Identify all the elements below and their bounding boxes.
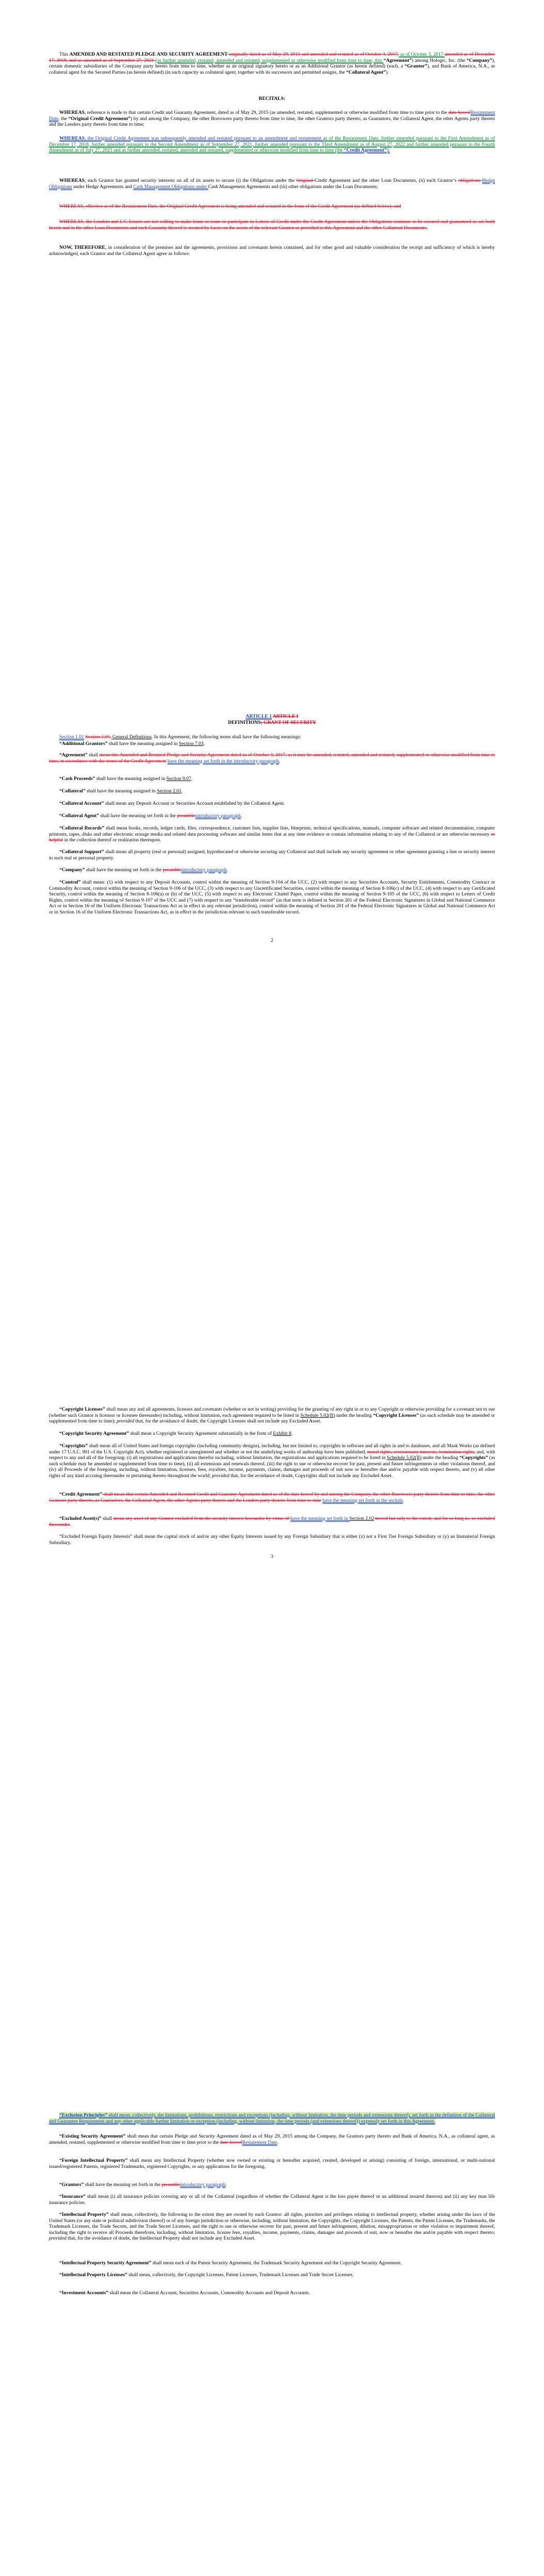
def-copyrights: “Copyrights” shall mean all of United States and foreign copyrights (including community designs), including, but not limited to, copyrights in software and all rights in and to databases, and all Mask Works (as defined under 17 U.S.C. 901 of the U.S. Copyright Act), whether registered or unregistered and whether or not the underlying works of authorship have been published, moral rights, reversionary interests, termination rights, and, with respect to any and all of the foregoing: (i) all registrations and applications therefor including, without limitation, the registrations and applications required to be listed in Schedule 5.02(II) under the heading “Copyrights” (as such schedule may be amended or supplemented from time to time), (ii) all extensions and renewals thereof, (iii) the right to sue or otherwise recover for past, present and future infringements or other violations thereof, and (iv) all Proceeds of the foregoing, including, without limitation, licenses, fees, royalties, income, payments, claims, damages and proceeds of suit now or hereafter due and/or payable with respect thereto, and (v) all other rights of any kind accruing thereunder or pertaining thereto throughout the world; provided that, for the avoidance of doubt, Copyrights shall not include any Excluded Asset.: [49, 1443, 495, 1479]
definitions-heading: DEFINITIONS; GRANT OF SECURITY: [228, 720, 316, 725]
def-cash-proceeds: “Cash Proceeds” shall have the meaning assigned in Section 9.07.: [59, 776, 193, 782]
def-credit-agreement: “Credit Agreement” shall mean that certain Amended and Restated Credit and Guaranty Agreement dated as of the date hereof by and among the Company, the other Borrowers party thereto from time to time, the other Grantors party thereto, as Guarantors, the Collateral Agent, the other Agents party thereto and the Lenders party thereto from time to time have the meaning set forth in the recitals.: [49, 1492, 496, 1503]
intro-paragraph: This AMENDED AND RESTATED PLEDGE AND SECURITY AGREEMENT originally dated as of May 29, 2015 and amended and restated as of October 3, 2017, as of October 3, 2017 amended as of December 17, 2018, and as amended as of September 27, 2021 (as further amended, restated, amended and restated, supplemented or otherwise modified from time to time, this “Agreement”) among Hologic, Inc. (the “Company”), certain domestic subsidiaries of the Company party hereto from time to time, whether as an original signatory hereto or as an Additional Grantor (as herein defined) (each, a “Grantor”), and Bank of America, N.A., as collateral agent for the Secured Parties (as herein defined) (in such capacity as collateral agent, together with its successors and permitted assigns, the “Collateral Agent”).: [49, 52, 496, 75]
def-ip-security-agreement: “Intellectual Property Security Agreement” shall mean each of the Patent Security Agreement, the Trademark Security Agreement and the Copyright Security Agreement.: [59, 2260, 402, 2266]
page-1: [0, 0, 544, 703]
def-collateral-support: “Collateral Support” shall mean all property (real or personal) assigned, hypothecated or otherwise securing any Collateral and shall include any security agreement or other agreement granting a lien or security interest in such real or personal property.: [49, 849, 495, 861]
def-collateral-records: “Collateral Records” shall mean books, records, ledger cards, files, correspondence, customer lists, supplier lists, blueprints, technical specifications, manuals, computer software and related documentation, computer printouts, tapes, disks and other electronic storage media and related data processing software and similar items that at any time evidence or contain information relating to any of the Collateral or are otherwise necessary or helpful in the collection thereof or realization thereupon.: [49, 825, 495, 843]
recital-1: WHEREAS, reference is made to that certain Credit and Guaranty Agreement, dated as of May 29, 2015 (as amended, restated, supplemented or otherwise modified from time to time prior to the date hereofRestatement Date, the “Original Credit Agreement”) by and among the Company, the other Borrowers party thereto from time to time, the other Grantors party thereto, as Guarantors, the Collateral Agent, the other Agents party thereto and the Lenders party thereto from time to time;: [49, 110, 495, 128]
page-number: 3: [271, 1554, 273, 1560]
def-collateral: “Collateral” shall have the meaning assigned in Section 2.01.: [59, 788, 183, 794]
def-copyright-licenses: “Copyright Licenses” shall mean any and all agreements, licenses and covenants (whether or not in writing) providing for the granting of any right in or to any Copyright or otherwise providing for a covenant not to sue (whether such Grantor is licensor or licensee thereunder) including, without limitation, each agreement required to be listed in Schedule 5.02(II) under the heading “Copyright Licenses” (as such schedule may be amended or supplemented from time to time); provided that, for the avoidance of doubt, the Copyright Licenses shall not include any Excluded Asset.: [49, 1406, 496, 1425]
page-number: 2: [271, 938, 273, 943]
now-therefore-paragraph: NOW, THEREFORE, in consideration of the premises and the agreements, provisions and covenants herein contained, and for other good and valuable consideration the receipt and sufficiency of which is hereby acknowledged, each Grantor and the Collateral Agent agree as follows:: [49, 245, 496, 257]
recital-2: WHEREAS, the Original Credit Agreement was subsequently amended and restated pursuant to an amendment and restatement as of the Restatement Date, further amended pursuant to the First Amendment as of December 17, 2018, further amended pursuant to the Second Amendment as of September 27, 2021, further amended pursuant to the Third Amendment as of August 27, 2022 and further amended pursuant to the Fourth Amendment as of July 27, 2023 and as further amended, restated, amended and restated, supplemented or otherwise modified from time to time (the “Credit Agreement”);: [49, 135, 495, 154]
def-exclusion-principles: “Exclusion Principles” shall mean, collectively, the limitations, prohibitions, restrictions and exceptions (including, without limitation, the time periods and extensions thereof), set forth in the definition of the Collateral and Guarantee Requirement and any other applicable further limitation or exception (including, without limitation, the time periods (and extensions thereof)) expressly set forth in this Agreement.: [49, 2112, 495, 2124]
def-agreement: “Agreement” shall mean this Amended and Restated Pledge and Security Agreement dated as of October 3, 2017, as it may be amended, restated, amended and restated, supplemented or otherwise modified from time to time, in accordance with the terms of the Credit Agreement have the meaning set forth in the introductory paragraph.: [49, 752, 495, 764]
def-grantors: “Grantors” shall have the meaning set forth in the preambleintroductory paragraph.: [59, 2182, 227, 2188]
page-2: [0, 703, 544, 1406]
def-insurance: “Insurance” shall mean (i) all insurance policies covering any or all of the Collateral (regardless of whether the Collateral Agent is the loss payee thereof or an additional insured thereon) and (ii) any key man life insurance policies.: [49, 2194, 495, 2206]
def-control: “Control” shall mean: (1) with respect to any Deposit Accounts, control within the meaning of Section 9-104 of the UCC, (2) with respect to any Securities Accounts, Security Entitlements, Commodity Contract or Commodity Account, control within the meaning of Section 9-106 of the UCC, (3) with respect to any Uncertificated Securities, control within the meaning of Section 8-106(c) of the UCC, (4) with respect to any Certificated Security, control within the meaning of Section 8-106(a) or (b) of the UCC, (5) with respect to any Electronic Chattel Paper, control within the meaning of Section 9-105 of the UCC, (6) with respect to Letters of Credit Rights, control within the meaning of Section 9-107 of the UCC and (7) with respect to any “transferable record” (as that term is defined in Section 201 of the Federal Electronic Signatures in Global and National Commerce Act or in Section 16 of the Uniform Electronic Transactions Act as in effect in any relevant jurisdiction), control within the meaning of Section 201 of the Federal Electronic Signatures in Global and National Commerce Act or in Section 16 of the Uniform Electronic Transactions Act, as in effect in the jurisdiction relevant to such transferable record.: [49, 879, 495, 915]
def-investment-accounts: “Investment Accounts” shall mean the Collateral Account, Securities Accounts, Commodity Accounts and Deposit Accounts.: [59, 2290, 310, 2296]
def-additional-grantors: “Additional Grantors” shall have the meaning assigned in Section 7.03.: [59, 741, 205, 747]
def-intellectual-property: “Intellectual Property” shall mean, collectively, the following to the extent they are owned by each Grantor: all rights, priorities and privileges relating to intellectual property, whether arising under the laws of the United States (or any state or political subdivision thereof) or of any foreign jurisdiction or otherwise, including, without limitation, the Copyrights, the Copyright Licenses, the Patents, the Patent Licenses, the Trademarks, the Trademark Licenses, the Trade Secrets, and the Trade Secret Licenses, and the right to sue or otherwise recover for past, present and future infringement, dilution, misappropriation or other violation or impairment thereof, including the right to receive all Proceeds therefrom, including, without limitation, license fees, royalties, income, payments, claims, damages and proceeds of suit, now or hereafter due and/or payable with respect thereto; provided that, for the avoidance of doubt, the Intellectual Property shall not include any Excluded Asset.: [49, 2212, 495, 2242]
recitals-heading: RECITALS:: [258, 96, 286, 101]
def-existing-security-agreement: “Existing Security Agreement” shall mean that certain Pledge and Security Agreement dated as of May 29, 2015 among the Company, the Grantors party thereto and Bank of America, N.A., as collateral agent, as amended, restated, supplemented or otherwise modified from time to time prior to the date hereofRestatement Date.: [49, 2133, 495, 2145]
page-4: [0, 2110, 544, 2576]
def-collateral-account: “Collateral Account” shall mean any Deposit Account or Securities Account established by the Collateral Agent.: [59, 801, 285, 806]
def-collateral-agent: “Collateral Agent” shall have the meaning set forth in the preambleintroductory paragraph.: [59, 813, 242, 819]
page-3: [0, 1406, 544, 2110]
def-foreign-ip: “Foreign Intellectual Property” shall mean any Intellectual Property (whether now owned or existing or hereafter acquired, created, developed or arising) consisting of foreign, international, or multi-national issued/registered Patents, registered Trademarks, registered Copyrights, or any applications for the foregoing.: [49, 2158, 496, 2170]
def-copyright-security-agreement: “Copyright Security Agreement” shall mean a Copyright Security Agreement substantially in the form of Exhibit 8.: [59, 1431, 293, 1436]
def-company: “Company” shall have the meaning set forth in the preambleintroductory paragraph.: [59, 867, 228, 873]
def-excluded-assets: “Excluded Asset(s)” shall mean any asset of any Grantor excluded from the security interest hereunder by virtue of have the meaning set forth in Section 2.02 hereof but only to the extent, and for so long as, so excluded thereunder.: [49, 1516, 495, 1528]
section-1-01: Section 1.01 Section 1.01. General Definitions. In this Agreement, the following terms shall have the following meanings:: [59, 734, 302, 740]
recital-4-deleted: WHEREAS, effective as of the Restatement Date, the Original Credit Agreement is being amended and restated in the form of the Credit Agreement (as defined below); and: [59, 204, 401, 209]
def-excluded-foreign-equity: “Excluded Foreign Equity Interests” shall mean the capital stock of and/or any other Equity Interests issued by any Foreign Subsidiary that is either (x) not a First Tier Foreign Subsidiary or (y) an Immaterial Foreign Subsidiary.: [49, 1534, 496, 1546]
recital-5-deleted: WHEREAS, the Lenders and L/C Issuers are not willing to make loans or issue or participate in Letters of Credit under the Credit Agreement unless the Obligations continue to be secured and guaranteed as set forth herein and in the other Loan Documents and each Guaranty thereof is secured by Liens on the assets of the relevant Grantor as provided in this Agreement and the other Collateral Documents.: [49, 219, 495, 231]
article-heading: ARTICLE 1 ARTICLE I: [245, 714, 299, 719]
recital-3: WHEREAS, each Grantor has granted security interests on all of its assets to secure (i) the Obligations under the Original Credit Agreement and the other Loan Documents, (ii) each Grantor’s obligations Hedge Obligations under Hedge Agreements and Cash Management Obligations under Cash Management Agreements and (iii) other obligations under the Loan Documents;: [49, 178, 495, 190]
def-ip-licenses: “Intellectual Property Licenses” shall mean, collectively, the Copyright Licenses, Patent Licenses, Trademark Licenses and Trade Secret Licenses.: [59, 2272, 354, 2278]
